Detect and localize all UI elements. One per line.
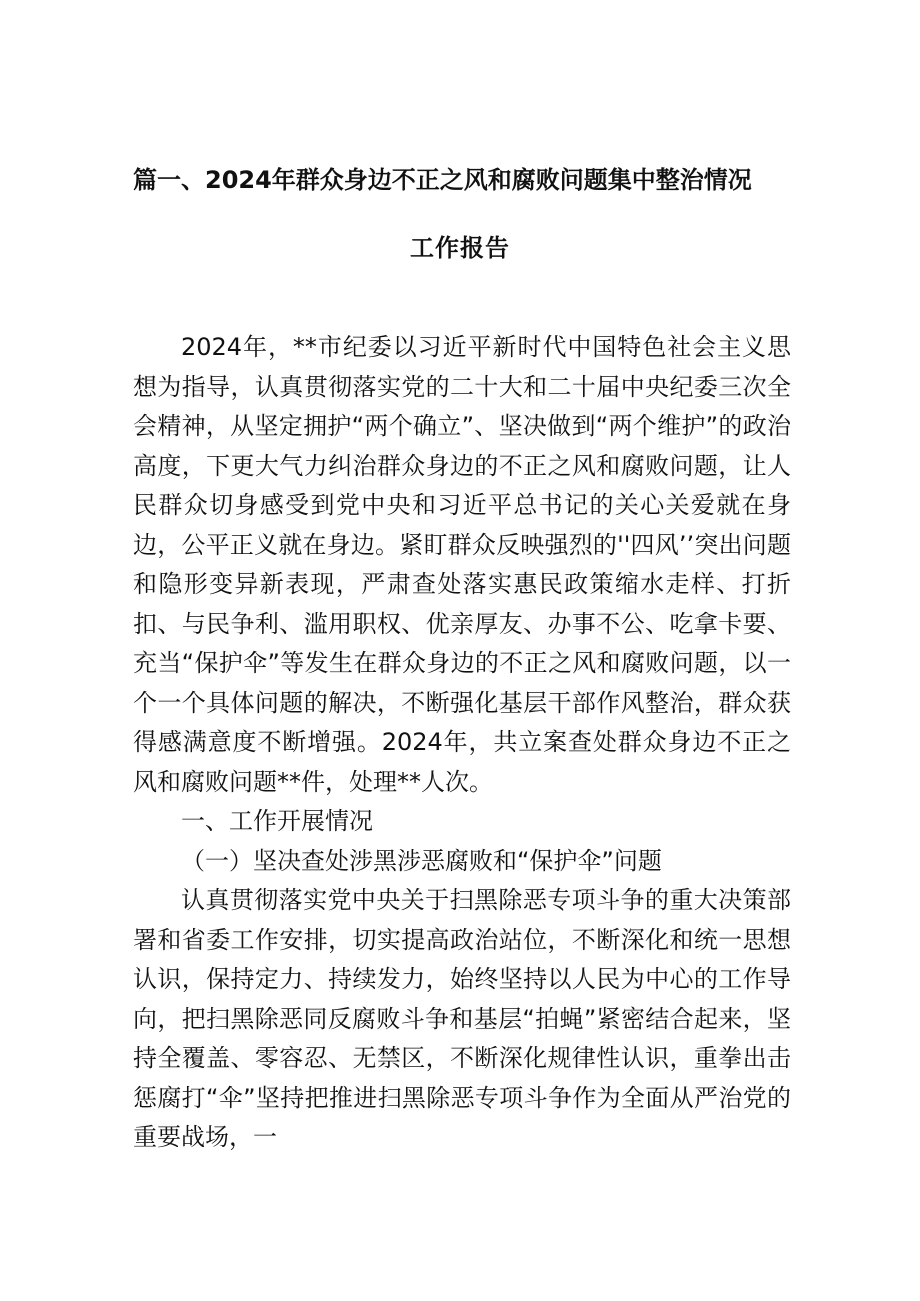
body-paragraph-2: 认真贯彻落实党中央关于扫黑除恶专项斗争的重大决策部署和省委工作安排，切实提高政治站位，不断深化和统一思想认识，保持定力、持续发力，始终坚持以人民为中心的工作导向，把扫黑除恶同反腐败斗争和基层“拍蝇”紧密结合起来，坚持全覆盖、零容忍、无禁区，不断深化规律性认识，重拳出击惩腐打“伞”坚持把推进扫黑除恶专项斗争作为全面从严治党的重要战场，一: [133, 886, 791, 1151]
subsection-heading: （一）坚决查处涉黑涉恶腐败和“保护伞”问题: [181, 846, 662, 875]
intro-paragraph: 2024年，**市纪委以习近平新时代中国特色社会主义思想为指导，认真贯彻落实党的二十大和二十届中央纪委三次全会精神，从坚定拥护“两个确立”、坚决做到“两个维护”的政治高度，下更大气力纠治群众身边的不正之风和腐败问题，让人民群众切身感受到党中央和习近平总书记的关心关爱就在身边，公平正义就在身边。紧盯群众反映强烈的''四风’’突出问题和隐形变异新表现，严肃查处落实惠民政策缩水走样、打折扣、与民争利、滥用职权、优亲厚友、办事不公、吃拿卡要、充当“保护伞”等发生在群众身边的不正之风和腐败问题，以一个一个具体问题的解决，不断强化基层干部作风整治，群众获得感满意度不断增强。2024年，共立案查处群众身边不正之风和腐败问题**件，处理**人次。: [133, 333, 791, 796]
document-title-line-1: 篇一、2024年群众身边不正之风和腐败问题集中整治情况: [133, 166, 752, 194]
section-heading: 一、工作开展情况: [181, 807, 373, 835]
document-title-line-2: 工作报告: [410, 234, 510, 262]
document-body: [133, 328, 791, 1158]
